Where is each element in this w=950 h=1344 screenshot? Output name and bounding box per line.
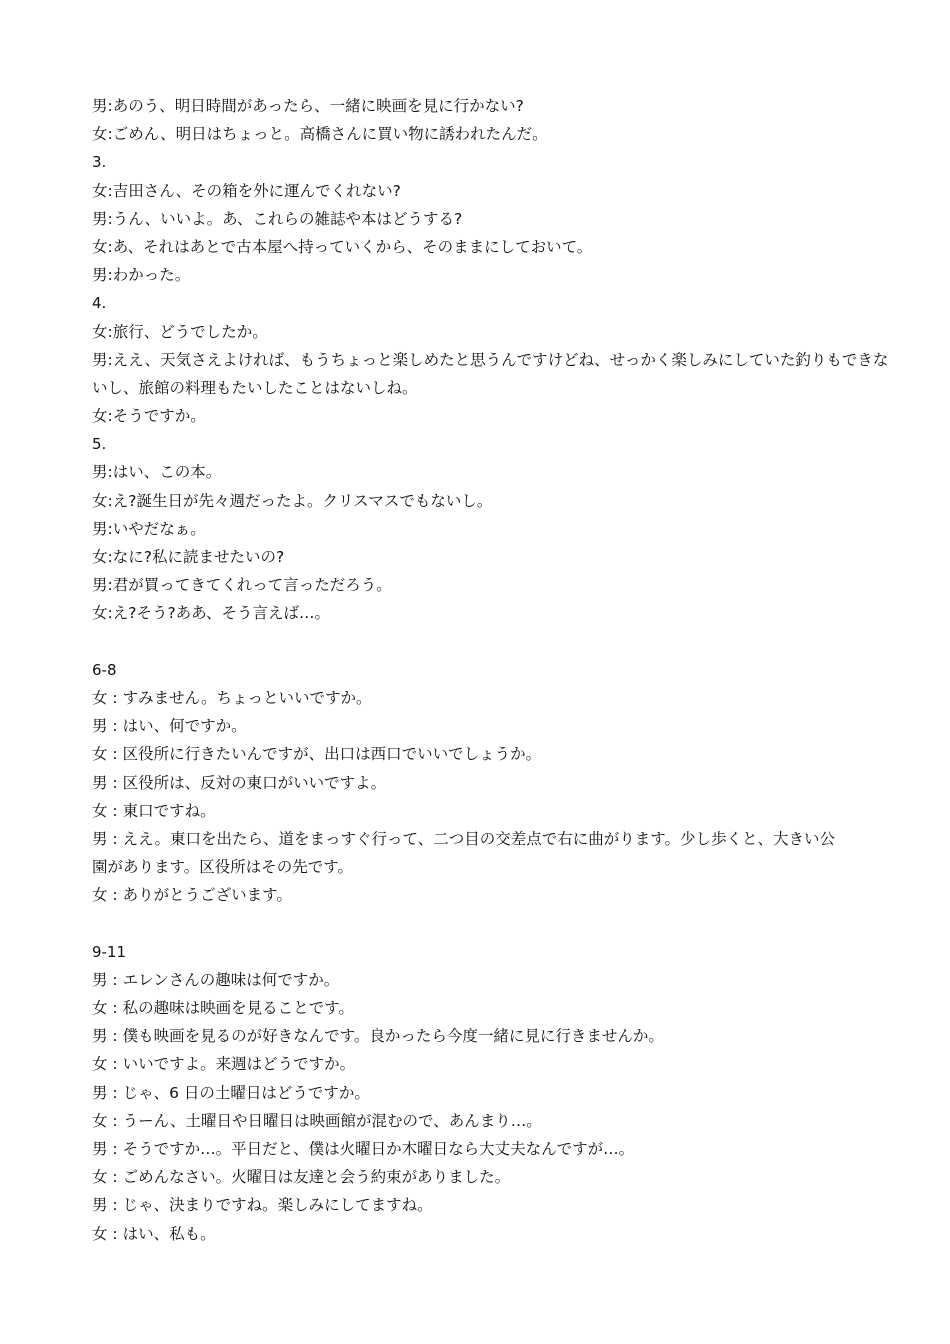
text-line: 男 : ええ。東口を出たら、道をまっすぐ行って、二つ目の交差点で右に曲がります。少し歩くと、大きい公 [92, 829, 835, 848]
text-line: 女 : いいですよ。来週はどうですか。 [92, 1055, 356, 1074]
text-line: 男 : 僕も映画を見るのが好きなんです。良かったら今度一緒に見に行きませんか。 [92, 1027, 664, 1046]
section-number: 5. [92, 435, 107, 454]
text-line: 女 : 区役所に行きたいんですが、出口は西口でいいでしょうか。 [92, 745, 542, 764]
text-line: 女 : すみません。ちょっといいですか。 [92, 688, 372, 707]
text-line: 男:いやだなぁ。 [92, 519, 206, 538]
dialogue-text [92, 92, 889, 1248]
blank-line [92, 628, 872, 656]
text-line: 女:旅行、どうでしたか。 [92, 322, 268, 341]
text-line: 男 : はい、何ですか。 [92, 717, 247, 736]
text-line: 園があります。区役所はその先です。 [92, 858, 354, 877]
text-line: 女:そうですか。 [92, 407, 206, 426]
text-line: 女 : はい、私も。 [92, 1224, 216, 1243]
section-number: 3. [92, 153, 107, 172]
text-line: いし、旅館の料理もたいしたことはないしね。 [92, 378, 418, 397]
section-number: 6-8 [92, 660, 117, 679]
text-line: 女:あ、それはあとで古本屋へ持っていくから、そのままにしておいて。 [92, 237, 593, 256]
text-line: 女 : ごめんなさい。火曜日は友達と会う約束がありました。 [92, 1168, 511, 1187]
text-line: 女:吉田さん、その箱を外に運んでくれない? [92, 181, 401, 200]
text-line: 男:はい、この本。 [92, 463, 222, 482]
text-line: 女:え?そう?ああ、そう言えば…。 [92, 604, 331, 623]
text-line: 男 : そうですか…。平日だと、僕は火曜日か木曜日なら大丈夫なんですが…。 [92, 1139, 635, 1158]
text-line: 男:あのう、明日時間があったら、一緒に映画を見に行かない? [92, 97, 524, 115]
text-line: 男 : じゃ、6 日の土曜日はどうですか。 [92, 1083, 370, 1102]
text-line: 男:君が買ってきてくれって言っただろう。 [92, 576, 392, 595]
text-line: 女 : ありがとうございます。 [92, 886, 292, 905]
text-line: 男 : 区役所は、反対の東口がいいですよ。 [92, 773, 387, 792]
text-line: 男:ええ、天気さえよければ、もうちょっと楽しめたと思うんですけどね、せっかく楽しみにしていた釣りもできな [92, 350, 889, 369]
text-line: 男 : エレンさんの趣味は何ですか。 [92, 970, 340, 989]
section-number: 4. [92, 294, 107, 313]
text-line: 男:わかった。 [92, 266, 191, 285]
text-line: 女 : 私の趣味は映画を見ることです。 [92, 999, 354, 1017]
text-line: 女 : 東口ですね。 [92, 801, 216, 820]
text-line: 男 : じゃ、決まりですね。楽しみにしてますね。 [92, 1196, 433, 1215]
blank-line [92, 909, 872, 937]
text-line: 女 : うーん、土曜日や日曜日は映画館が混むので、あんまり…。 [92, 1111, 542, 1130]
text-line: 女:え?誕生日が先々週だったよ。クリスマスでもないし。 [92, 491, 493, 510]
section-number: 9-11 [92, 942, 127, 961]
text-line: 女:なに?私に読ませたいの? [92, 548, 285, 566]
text-line: 男:うん、いいよ。あ、これらの雑誌や本はどうする? [92, 209, 463, 228]
text-line: 女:ごめん、明日はちょっと。高橋さんに買い物に誘われたんだ。 [92, 125, 548, 144]
